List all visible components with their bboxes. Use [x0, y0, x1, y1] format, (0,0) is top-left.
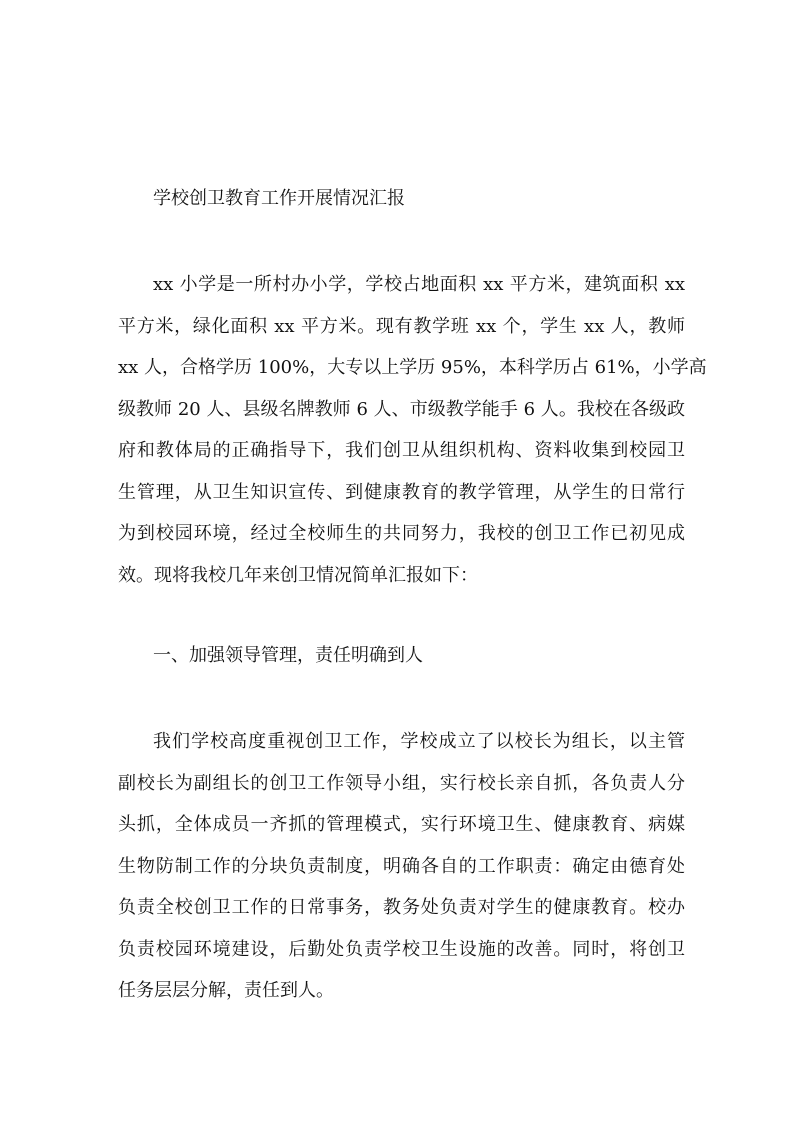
paragraph-line: 效。现将我校几年来创卫情况简单汇报如下： [118, 564, 478, 586]
paragraph-leadership [118, 721, 685, 1012]
paragraph-line: 生物防制工作的分块负责制度，明确各自的工作职责：确定由德育处 [118, 855, 685, 877]
paragraph-line: 平方米，绿化面积 xx 平方米。现有教学班 xx 个，学生 xx 人，教师 [118, 315, 685, 337]
section-heading: 一、加强领导管理，责任明确到人 [153, 645, 423, 666]
paragraph-line: 副校长为副组长的创卫工作领导小组，实行校长亲自抓，各负责人分 [118, 772, 685, 794]
paragraph-line: 生管理，从卫生知识宣传、到健康教育的教学管理，从学生的日常行 [118, 481, 685, 503]
paragraph-line: 我们学校高度重视创卫工作，学校成立了以校长为组长，以主管 [153, 731, 685, 752]
paragraph-line: 级教师 20 人、县级名牌教师 6 人、市级教学能手 6 人。我校在各级政 [118, 398, 685, 420]
paragraph-line: 头抓，全体成员一齐抓的管理模式，实行环境卫生、健康教育、病媒 [118, 814, 685, 835]
paragraph-intro [118, 264, 707, 596]
paragraph-line: 为到校园环境，经过全校师生的共同努力，我校的创卫工作已初见成 [118, 523, 685, 544]
paragraph-line: xx 小学是一所村办小学，学校占地面积 xx 平方米，建筑面积 xx [153, 274, 685, 295]
paragraph-line: xx 人，合格学历 100%，大专以上学历 95%，本科学历占 61%，小学高 [118, 357, 707, 378]
paragraph-line: 任务层层分解，责任到人。 [118, 980, 334, 1001]
paragraph-line: 府和教体局的正确指导下，我们创卫从组织机构、资料收集到校园卫 [118, 440, 685, 461]
paragraph-line: 负责校园环境建设，后勤处负责学校卫生设施的改善。同时，将创卫 [118, 938, 685, 960]
document-title: 学校创卫教育工作开展情况汇报 [153, 188, 405, 209]
paragraph-line: 负责全校创卫工作的日常事务，教务处负责对学生的健康教育。校办 [118, 897, 685, 918]
